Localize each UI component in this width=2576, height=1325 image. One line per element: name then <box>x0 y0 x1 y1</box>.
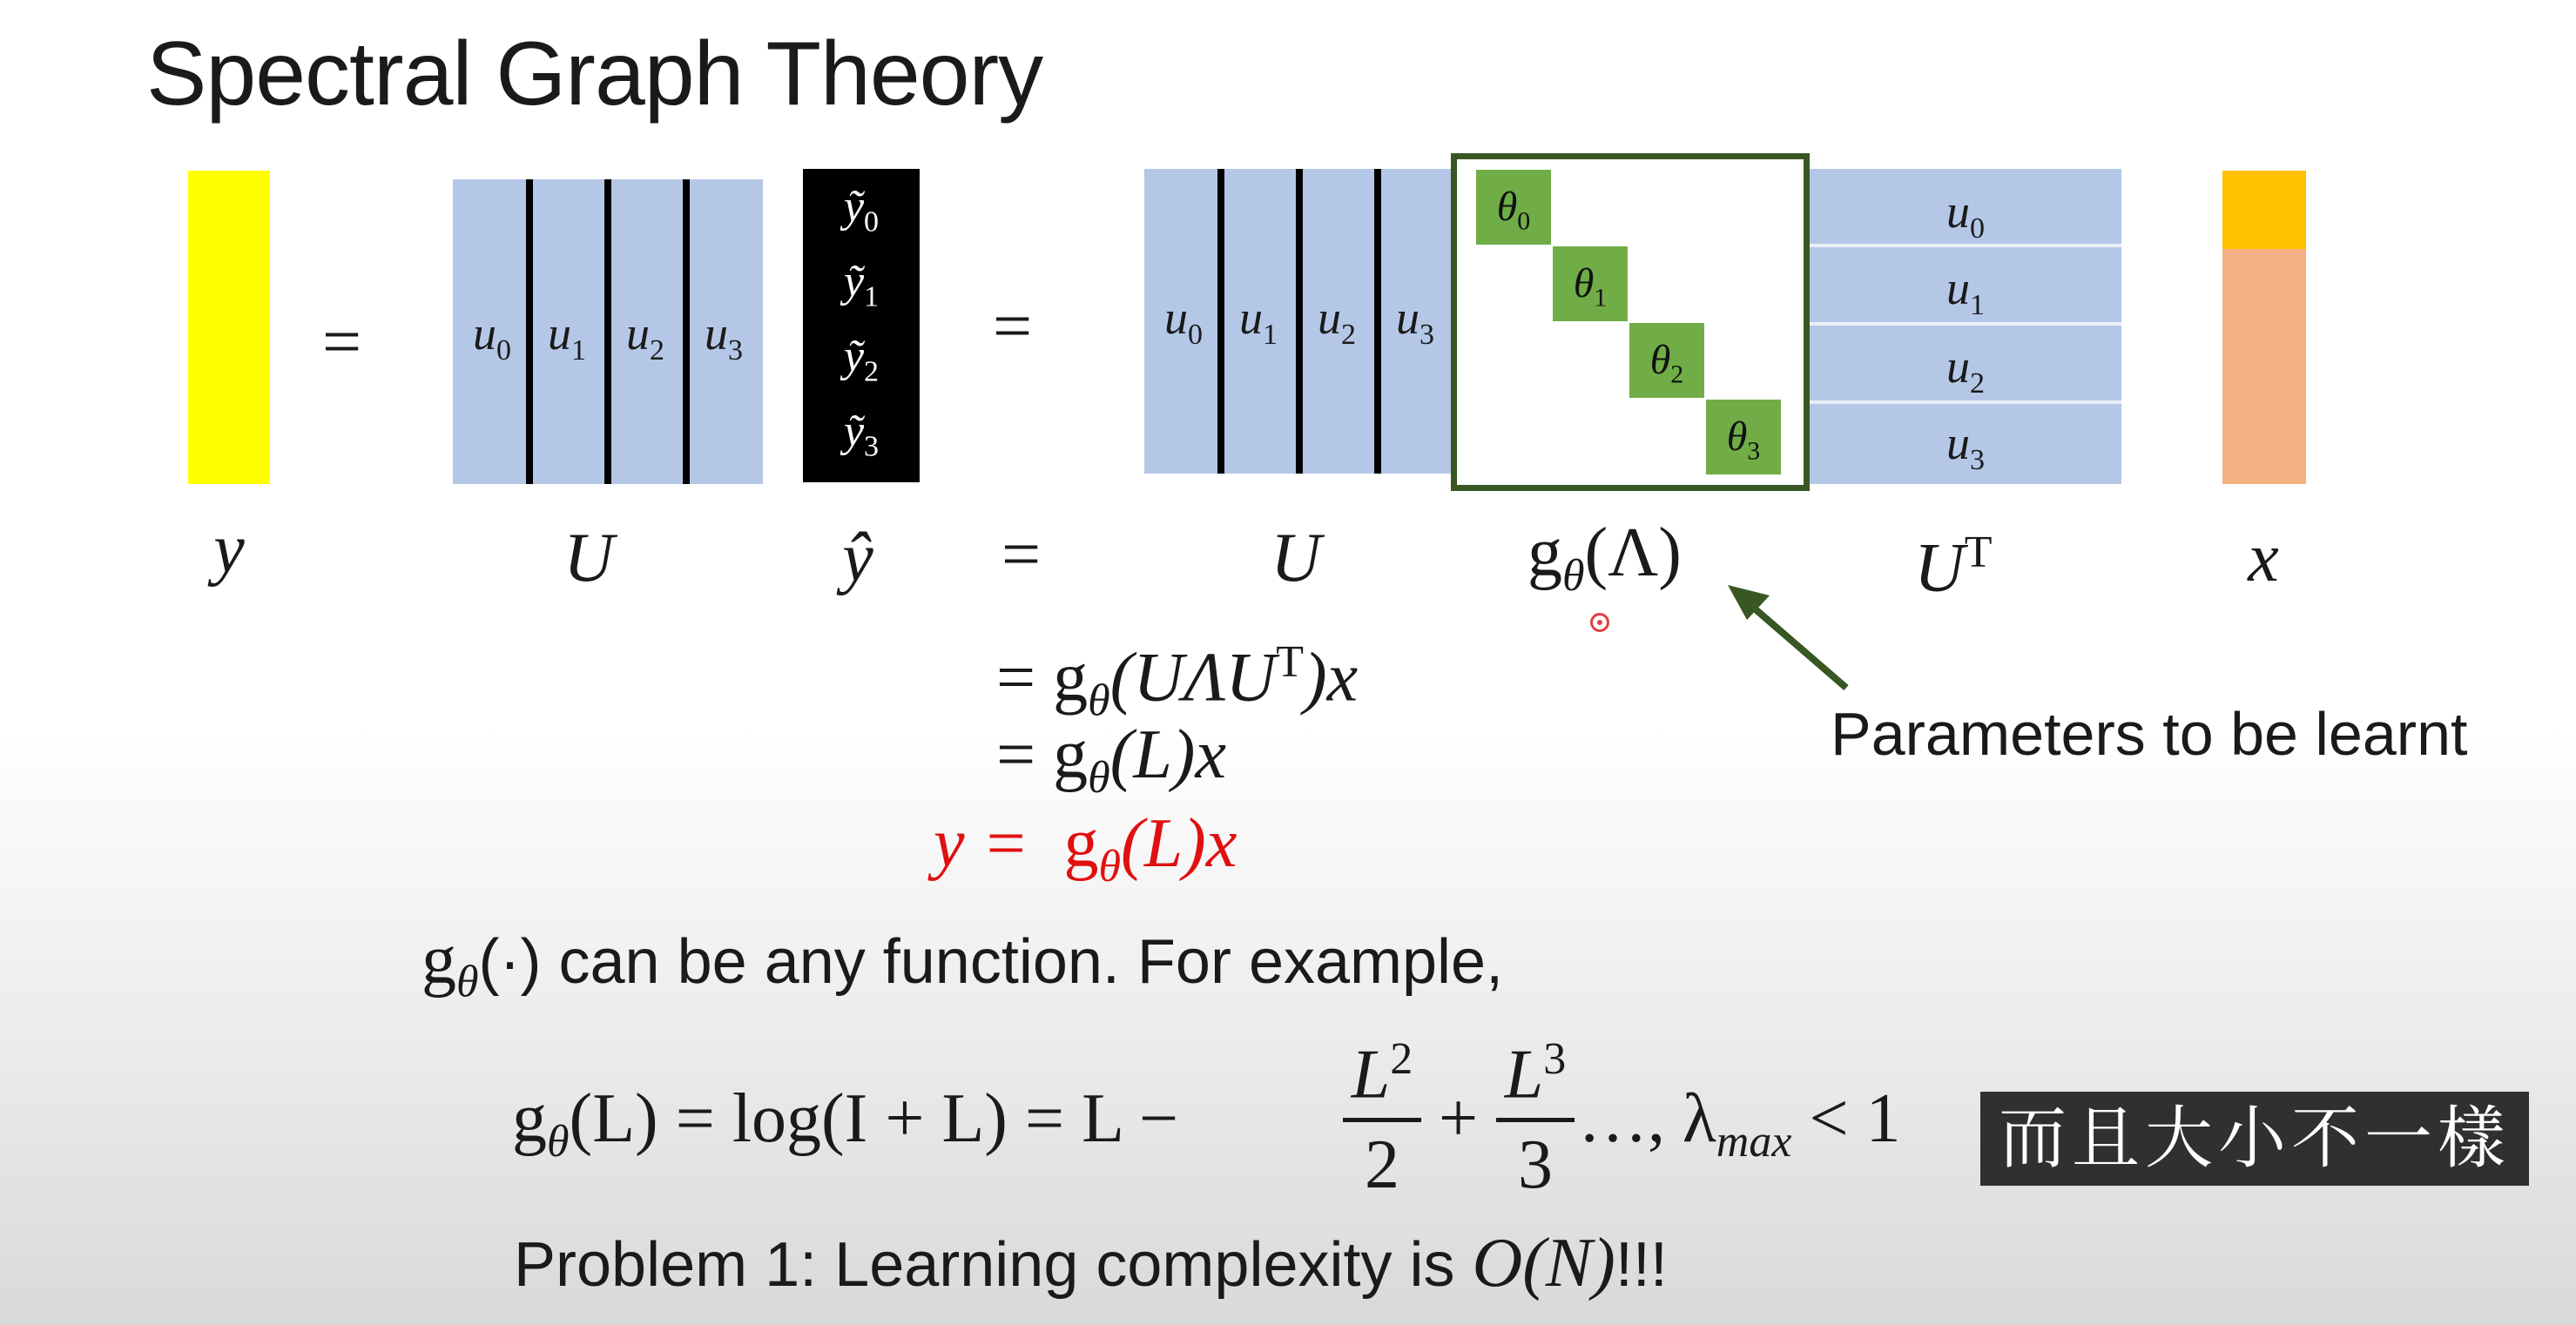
taylor-formula: $g_\theta(L) = \log(I + L) = L$ − <box>512 1080 1179 1167</box>
y-vector <box>188 171 270 484</box>
problem-statement: Problem 1: Learning complexity is O(N)!!! <box>514 1225 1668 1301</box>
u-matrix-left <box>453 179 763 484</box>
fraction-l-cubed: $L^3$ 3 <box>1496 1020 1575 1204</box>
u-col-label: $u_2$ <box>626 307 664 367</box>
theta-entry: $\theta_0$ <box>1476 170 1551 245</box>
theta-entry: $\theta_3$ <box>1706 400 1781 474</box>
u-label-right: U <box>1271 520 1321 596</box>
y-hat-entry: ỹ$_1$ <box>843 257 880 313</box>
arrow-icon <box>1724 583 1855 696</box>
u-col-label: $u_3$ <box>1396 292 1434 351</box>
y-label: y <box>213 511 245 588</box>
u-col-label: $u_2$ <box>1318 292 1356 351</box>
u-col-label: $u_1$ <box>1239 292 1278 351</box>
u-transpose-matrix <box>1810 169 2121 484</box>
parameters-annotation: Parameters to be learnt <box>1831 700 2468 768</box>
y-hat-label: ŷ <box>842 520 873 596</box>
page-title: Spectral Graph Theory <box>146 24 1043 124</box>
x-label: x <box>2248 520 2279 596</box>
fraction-l-squared: $L^2$ 2 <box>1343 1020 1421 1204</box>
u-matrix-right <box>1144 169 1454 474</box>
u-col-label: $u_0$ <box>1164 292 1203 351</box>
u-label-left: U <box>563 520 614 596</box>
y-hat-entry: ỹ$_3$ <box>843 407 880 463</box>
equation-line-2: = $g_\theta(L)x$ <box>996 716 1226 803</box>
u-col-label: $u_1$ <box>548 307 586 367</box>
theta-entry: $\theta_1$ <box>1553 246 1628 321</box>
u-col-label: $u_3$ <box>705 307 743 367</box>
x-vector <box>2222 171 2306 484</box>
equation-red: $y = g_\theta(L)x$ <box>934 805 1237 891</box>
u-row-label: $u_0$ <box>1946 185 1985 245</box>
equals-sign-bottom: = <box>1001 516 1042 593</box>
theta-diagonal-matrix <box>1451 153 1810 491</box>
u-row-label: $u_3$ <box>1946 417 1985 476</box>
y-hat-vector <box>803 169 920 482</box>
equation-line-1: = $g_\theta(U\Lambda U^T)x$ <box>996 637 1359 726</box>
equals-sign-top-right: = <box>993 288 1033 365</box>
function-description: $g_\theta(\cdot)$ can be any function. For example, <box>421 922 1504 1007</box>
g-theta-lambda-label: $g_\theta(\Lambda)$ <box>1527 515 1682 601</box>
equals-sign-top-left: = <box>322 304 362 380</box>
u-row-label: $u_2$ <box>1946 340 1985 400</box>
u-transpose-label: $U^T$ <box>1914 528 1993 607</box>
theta-entry: $\theta_2$ <box>1629 323 1704 398</box>
video-subtitle: 而且大小不一樣 <box>1980 1092 2529 1186</box>
cursor-indicator <box>1590 613 1609 632</box>
u-col-label: $u_0$ <box>473 307 511 367</box>
y-hat-entry: ỹ$_2$ <box>843 332 880 388</box>
u-row-label: $u_1$ <box>1946 262 1985 321</box>
formula-tail: …, $\lambda_{max} < 1$ <box>1578 1080 1901 1167</box>
formula-plus: + <box>1439 1080 1479 1157</box>
y-hat-entry: ỹ$_0$ <box>843 182 880 239</box>
